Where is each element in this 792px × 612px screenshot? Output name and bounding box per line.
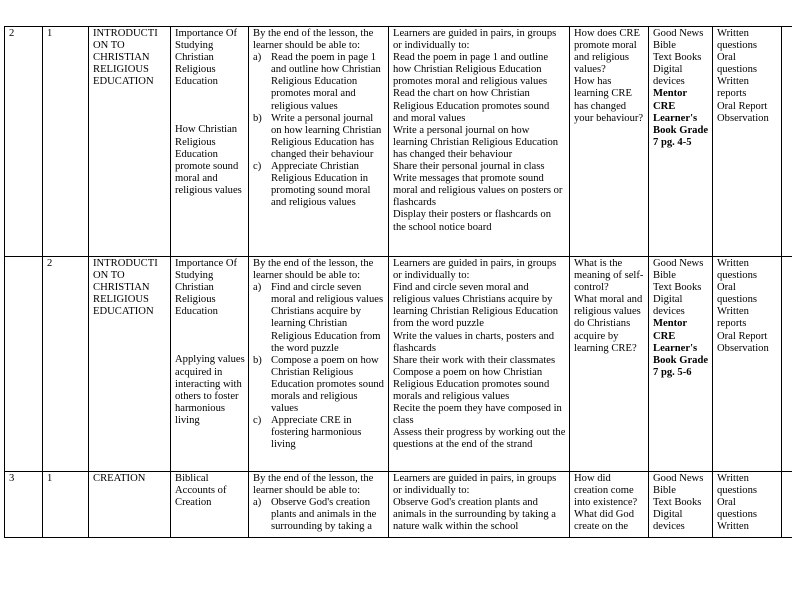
outcome-item: c) Appreciate Christian Religious Education in promoting sound moral and religious values [253,161,371,209]
assessment-item: Observation [717,112,769,124]
resource-item: Text Books [653,52,702,64]
assessment-item: Observation [717,342,769,354]
key-question: What is the meaning of self-control? [574,258,644,294]
resource-item: Digital devices [653,64,685,88]
table-row [5,257,792,472]
key-inquiry-cell [570,257,649,472]
learning-experiences-cell [389,472,570,538]
experience-item: Write a personal journal on how learning Christian Religious Education has changed their behaviour [393,124,559,160]
sub-strand-title: Importance Of Studying Christian Religious Education [175,28,238,88]
experience-item: Compose a poem on how Christian Religious Education promotes sound morals and religious values [393,366,550,403]
assessment-item: Oral Report [717,330,768,342]
outcome-item: a) Read the poem in page 1 and outline how Christian Religious Education promotes moral and religious values [253,52,381,112]
strand-cell: INTRODUCTI ON TO CHRISTIAN RELIGIOUS EDUCATION [89,27,171,257]
week-cell [5,257,43,472]
lesson-cell: 1 [43,27,89,257]
assessment-item: Written questions [717,258,758,282]
resource-item: Good News Bible [653,258,704,282]
assessment-item: Written questions [717,28,758,52]
experience-item: Find and circle seven moral and religious values Christians acquire by learning Christian Religious Education from the word puzzle [393,282,559,330]
experience-item: Write the values in charts, posters and flashcards [393,330,555,354]
sub-strand-cell [171,257,249,472]
experience-item: Recite the poem they have composed in class [393,403,562,427]
key-question: What moral and religious values do Christians acquire by learning CRE? [574,294,643,354]
assessment-item: Oral questions [717,52,758,76]
resource-item: Digital devices [653,294,685,318]
experiences-intro: Learners are guided in pairs, in groups or individually to: [393,28,557,52]
experience-item: Share their personal journal in class [393,161,545,173]
assessment-item: Written reports [717,306,749,330]
week-cell: 3 [5,472,43,538]
assessment-cell [713,472,782,538]
week-cell: 2 [5,27,43,257]
experience-item: Read the poem in page 1 and outline how Christian Religious Education promotes moral and religious values [393,52,549,88]
strand-cell: INTRODUCTI ON TO CHRISTIAN RELIGIOUS EDUCATION [89,257,171,472]
outcomes-intro: By the end of the lesson, the learner should be able to: [253,473,374,497]
resource-item: Good News Bible [653,28,704,52]
resources-cell [649,27,713,257]
key-question: How does CRE promote moral and religious values? [574,28,640,76]
key-question: What did God create on the [574,509,635,533]
assessment-item: Oral questions [717,282,758,306]
lesson-cell: 1 [43,472,89,538]
experience-item: Observe God's creation plants and animals in the surrounding by taking a nature walk within the school [393,497,556,533]
experience-item: Display their posters or flashcards on the school notice board [393,209,551,233]
sub-strand-cell [171,472,249,538]
sub-strand-cell [171,27,249,257]
sub-strand-focus: Applying values acquired in interacting with others to foster harmonious living [175,354,245,426]
experiences-intro: Learners are guided in pairs, in groups or individually to: [393,473,557,497]
outcomes-intro: By the end of the lesson, the learner should be able to: [253,28,374,52]
outcomes-intro: By the end of the lesson, the learner should be able to: [253,258,374,282]
resource-book: Mentor CRE Learner's Book Grade 7 pg. 5-6 [653,318,709,378]
resource-item: Text Books [653,282,702,294]
resource-item: Digital devices [653,509,685,533]
assessment-item: Written [717,521,749,533]
experience-item: Share their work with their classmates [393,354,556,366]
outcome-item: b) Compose a poem on how Christian Religious Education promotes sound morals and religious values [253,354,384,415]
outcome-item: a) Observe God's creation plants and animals in the surrounding by taking a [253,497,377,533]
reflection-cell [782,257,792,472]
assessment-cell [713,27,782,257]
resource-item: Good News Bible [653,473,704,497]
scheme-of-work-table [4,26,792,538]
strand-cell: CREATION [89,472,171,538]
resources-cell [649,472,713,538]
reflection-cell [782,472,792,538]
resource-item: Text Books [653,497,702,509]
outcome-item: c) Appreciate CRE in fostering harmonious living [253,415,362,451]
lesson-cell: 2 [43,257,89,472]
assessment-item: Oral Report [717,100,768,112]
assessment-item: Written reports [717,76,749,100]
learning-outcomes-cell [249,257,389,472]
key-question: How has learning CRE has changed your behaviour? [574,76,644,124]
outcome-item: a) Find and circle seven moral and religious values Christians acquire by learning Christian Religious Education from the word puzzle [253,282,384,354]
learning-outcomes-cell [249,27,389,257]
experiences-intro: Learners are guided in pairs, in groups or individually to: [393,258,557,282]
table-row [5,27,792,257]
table-row [5,472,792,538]
experience-item: Assess their progress by working out the questions at the end of the strand [393,427,566,451]
resource-book: Mentor CRE Learner's Book Grade 7 pg. 4-5 [653,88,709,148]
sub-strand-title: Importance Of Studying Christian Religious Education [175,258,238,318]
assessment-item: Oral questions [717,497,758,521]
resources-cell [649,257,713,472]
experience-item: Write messages that promote sound moral and religious values on posters or flashcards [393,173,563,209]
learning-experiences-cell [389,27,570,257]
sub-strand-focus: How Christian Religious Education promote sound moral and religious values [175,124,242,196]
assessment-cell [713,257,782,472]
key-question: How did creation come into existence? [574,473,638,509]
key-inquiry-cell [570,27,649,257]
learning-experiences-cell [389,257,570,472]
learning-outcomes-cell [249,472,389,538]
key-inquiry-cell [570,472,649,538]
outcome-item: b) Write a personal journal on how learning Christian Religious Education has changed their behaviour [253,112,382,160]
sub-strand-title: Biblical Accounts of Creation [175,473,227,509]
assessment-item: Written questions [717,473,758,497]
reflection-cell [782,27,792,257]
experience-item: Read the chart on how Christian Religious Education promotes sound and moral values [393,88,550,124]
